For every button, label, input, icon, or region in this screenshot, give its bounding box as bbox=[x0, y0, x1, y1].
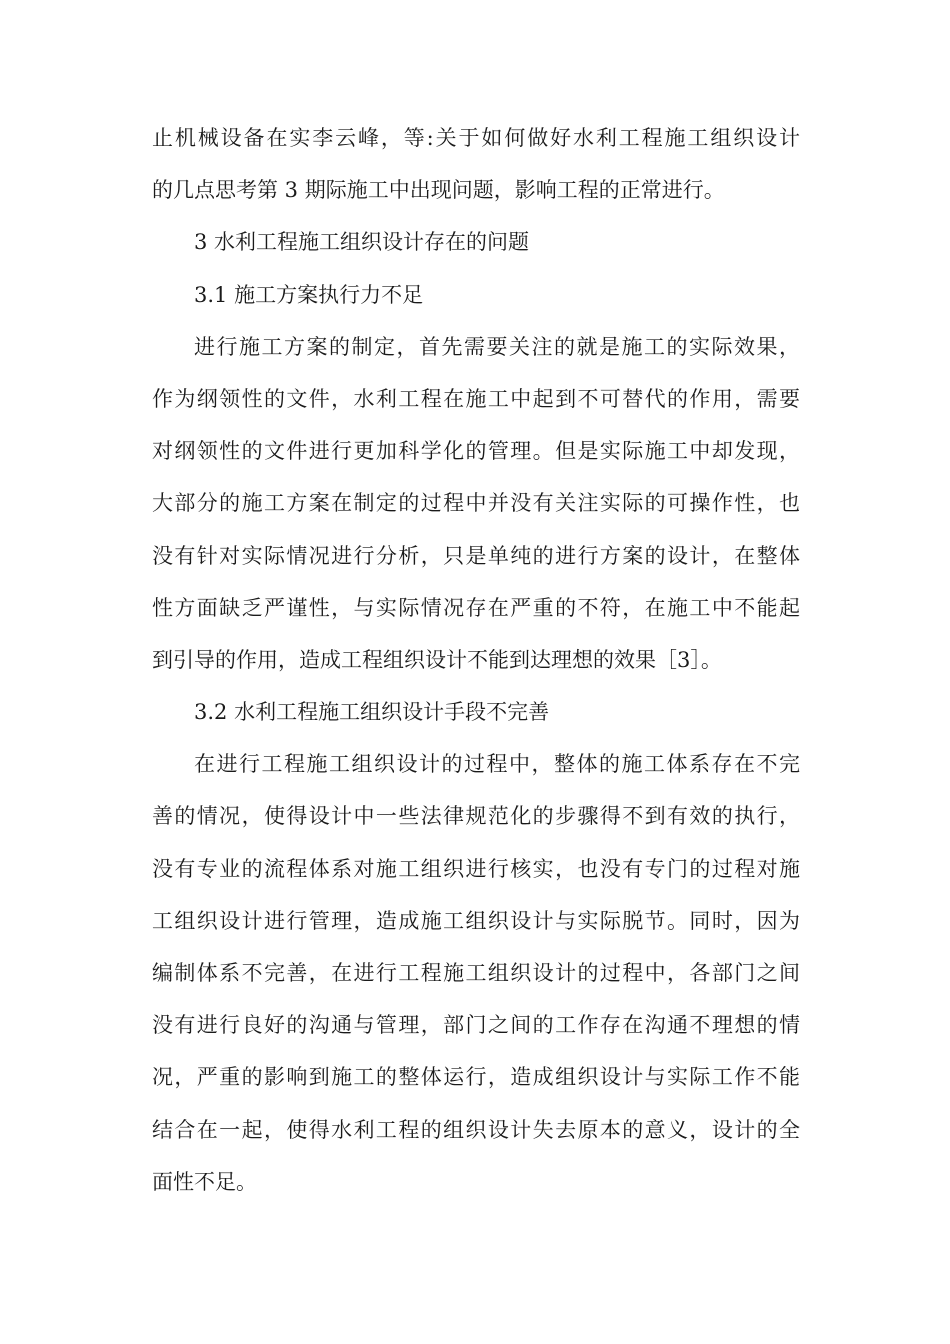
paragraph-line: 工组织设计进行管理，造成施工组织设计与实际脱节。同时，因为 bbox=[152, 908, 800, 933]
paragraph-line: 面性不足。 bbox=[152, 1169, 257, 1194]
paragraph-line: 编制体系不完善，在进行工程施工组织设计的过程中，各部门之间 bbox=[152, 961, 800, 985]
paragraph-line: 性方面缺乏严谨性，与实际情况存在严重的不符，在施工中不能起 bbox=[152, 595, 800, 620]
paragraph-line: 善的情况，使得设计中一些法律规范化的步骤得不到有效的执行， bbox=[152, 804, 800, 829]
section-heading: 3.1 施工方案执行力不足 bbox=[194, 282, 424, 307]
paragraph-line: 作为纲领性的文件，水利工程在施工中起到不可替代的作用，需要 bbox=[152, 386, 800, 411]
paragraph-line: 的几点思考第 3 期际施工中出现问题，影响工程的正常进行。 bbox=[152, 178, 725, 203]
paragraph-line: 没有专业的流程体系对施工组织进行核实，也没有专门的过程对施 bbox=[152, 856, 800, 881]
paragraph-line: 止机械设备在实李云峰，等:关于如何做好水利工程施工组织设计 bbox=[152, 126, 800, 150]
document-body bbox=[152, 116, 800, 1212]
paragraph-line: 没有进行良好的沟通与管理，部门之间的工作存在沟通不理想的情 bbox=[152, 1013, 800, 1038]
paragraph-line: 对纲领性的文件进行更加科学化的管理。但是实际施工中却发现， bbox=[152, 439, 800, 464]
paragraph-line: 结合在一起，使得水利工程的组织设计失去原本的意义，设计的全 bbox=[152, 1117, 800, 1142]
paragraph-line: 况，严重的影响到施工的整体运行，造成组织设计与实际工作不能 bbox=[152, 1065, 800, 1090]
section-heading: 3.2 水利工程施工组织设计手段不完善 bbox=[194, 700, 550, 725]
paragraph-line: 进行施工方案的制定，首先需要关注的就是施工的实际效果， bbox=[194, 334, 800, 359]
paragraph-line: 在进行工程施工组织设计的过程中，整体的施工体系存在不完 bbox=[194, 752, 800, 777]
paragraph-line: 到引导的作用，造成工程组织设计不能到达理想的效果［3］。 bbox=[152, 647, 722, 672]
section-heading: 3 水利工程施工组织设计存在的问题 bbox=[194, 230, 530, 255]
paragraph-line: 大部分的施工方案在制定的过程中并没有关注实际的可操作性，也 bbox=[152, 491, 800, 516]
paragraph-line: 没有针对实际情况进行分析，只是单纯的进行方案的设计，在整体 bbox=[152, 543, 800, 568]
